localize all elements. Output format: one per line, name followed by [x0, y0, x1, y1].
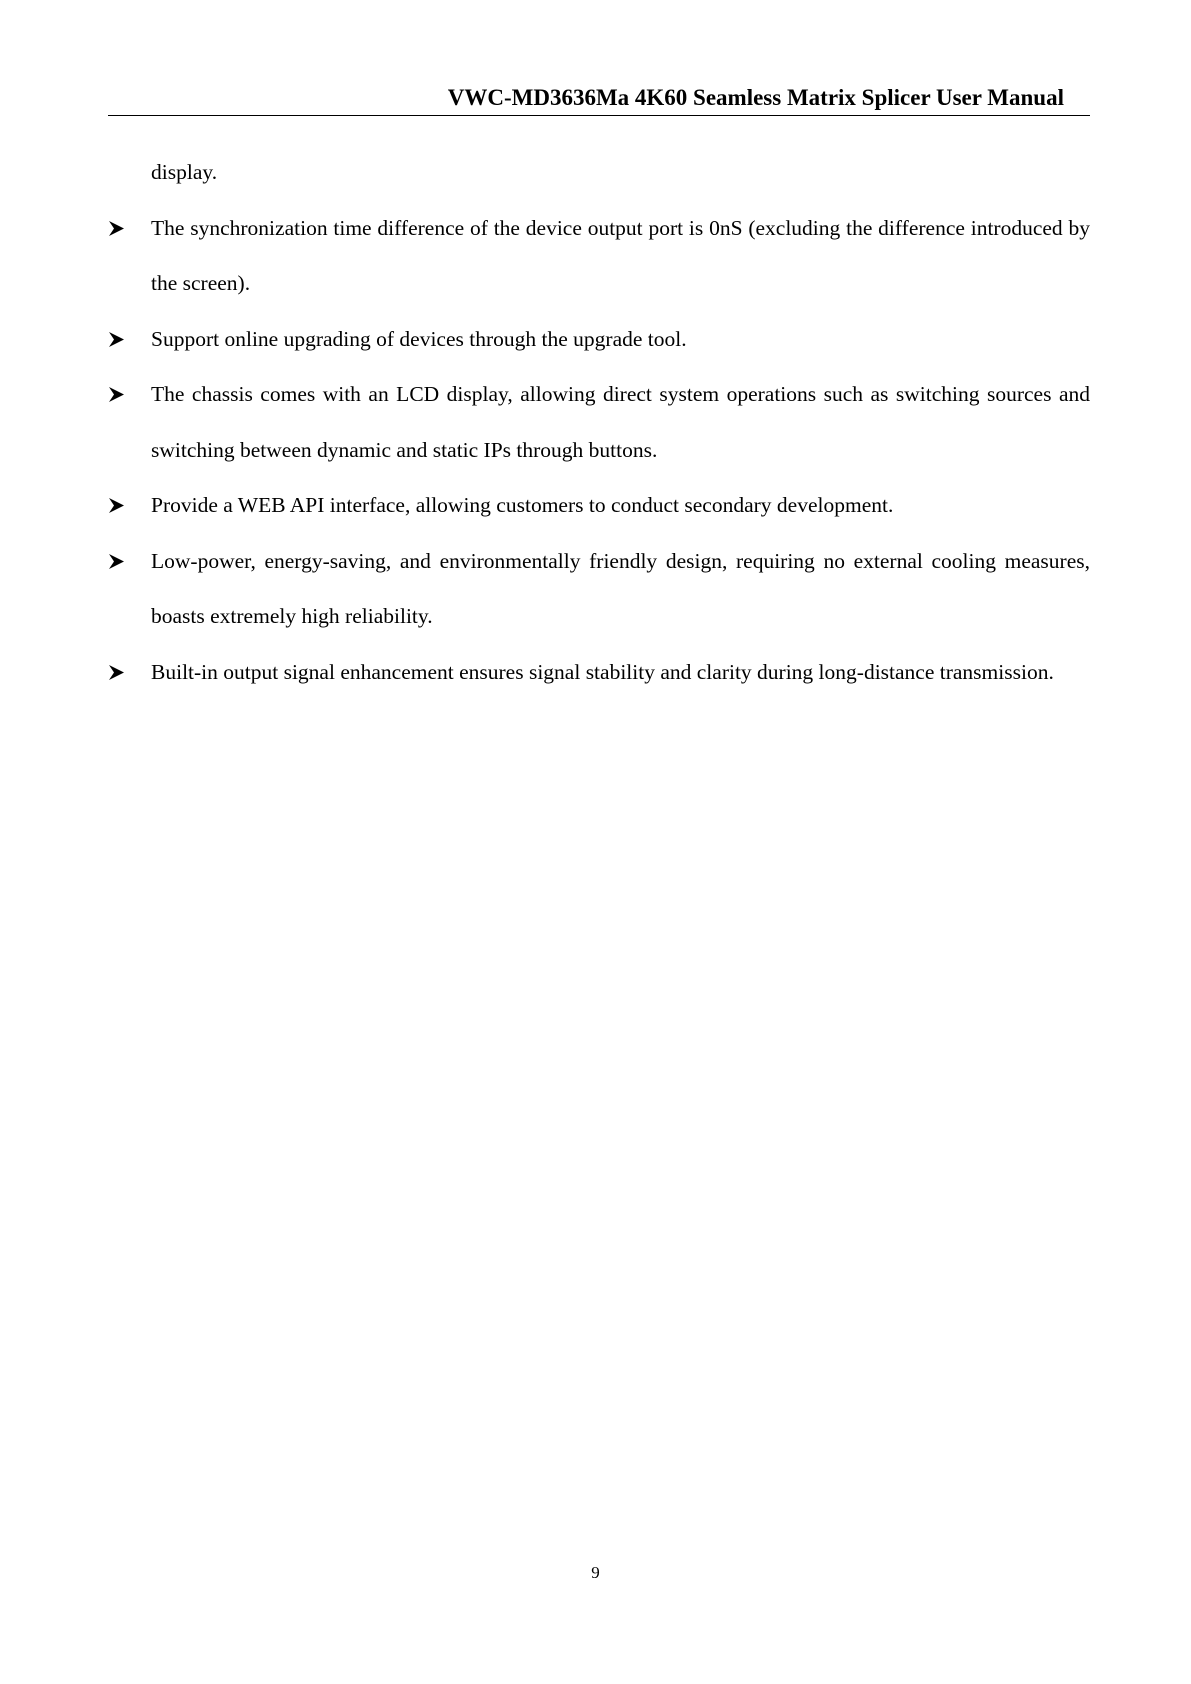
- list-item-text: The chassis comes with an LCD display, allowing direct system operations such as switching sources and switching between dynamic and static IPs through buttons.: [151, 382, 1090, 462]
- arrowhead-bullet-icon: [108, 367, 132, 423]
- arrowhead-bullet-icon: [108, 534, 132, 590]
- arrowhead-bullet-icon: [108, 201, 132, 257]
- list-item-text: Provide a WEB API interface, allowing customers to conduct secondary development.: [151, 493, 894, 517]
- document-title: VWC-MD3636Ma 4K60 Seamless Matrix Splicer User Manual: [447, 85, 1064, 110]
- page-header: [108, 78, 1090, 116]
- list-item-text: Built-in output signal enhancement ensures signal stability and clarity during long-distance transmission.: [151, 659, 1054, 684]
- document-body: [108, 145, 1090, 700]
- arrowhead-bullet-icon: [108, 645, 132, 701]
- list-item: [108, 201, 1090, 312]
- arrowhead-bullet-icon: [108, 478, 132, 534]
- list-item: [108, 312, 1090, 368]
- list-item-text: The synchronization time difference of the device output port is 0nS (excluding the difference introduced by the screen).: [151, 215, 1090, 295]
- continuation-text: display.: [151, 160, 218, 184]
- arrowhead-bullet-icon: [108, 312, 132, 368]
- page-number: 9: [591, 1563, 600, 1582]
- list-item: [108, 478, 1090, 534]
- list-item-text: Low-power, energy-saving, and environmentally friendly design, requiring no external cooling measures, boasts extremely high reliability.: [151, 548, 1090, 628]
- list-item: [108, 367, 1090, 478]
- list-item: [108, 534, 1090, 645]
- list-item: [108, 645, 1090, 701]
- list-item-text: Support online upgrading of devices through the upgrade tool.: [151, 326, 687, 351]
